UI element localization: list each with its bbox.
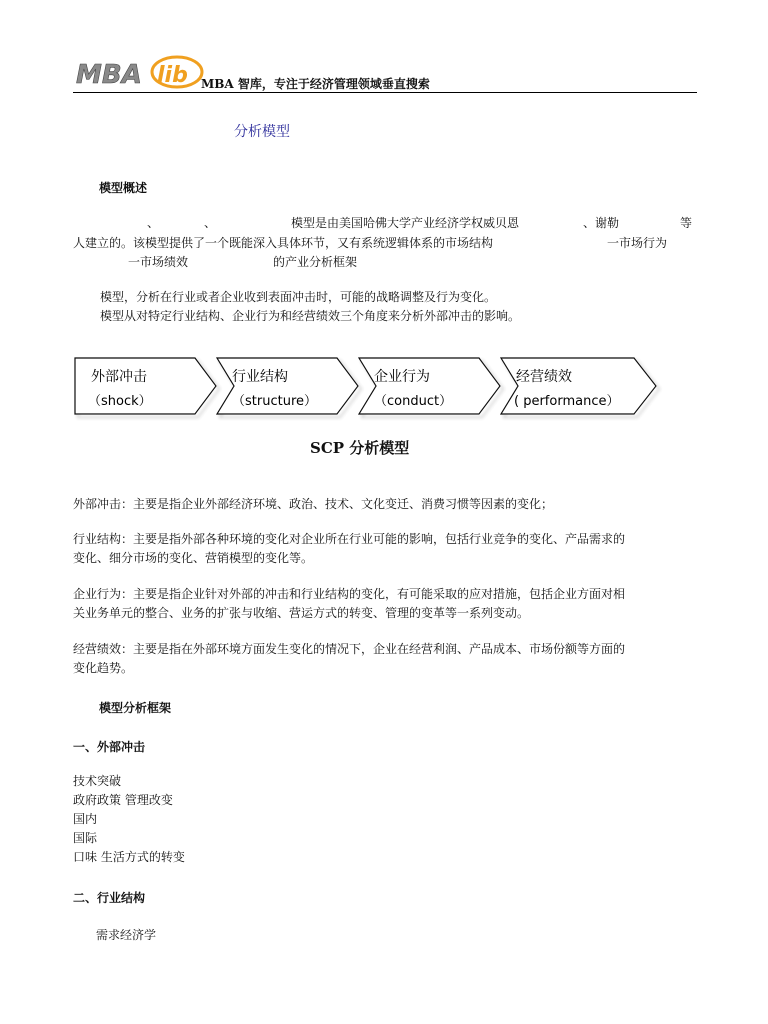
box-title: 企业行为 [374, 369, 430, 385]
overview-fragment: 、谢勒 [583, 216, 620, 230]
svg-text:MBA: MBA [76, 60, 142, 90]
intro-line: 模型，分析在行业或者企业收到表面冲击时，可能的战略调整及行为变化。 [100, 290, 497, 304]
overview-fragment: 的产业分析框架 [273, 255, 358, 269]
box-subtitle: （shock） [88, 394, 152, 409]
overview-fragment: 等 [680, 216, 693, 230]
overview-fragment: 一市场行为 [607, 236, 668, 250]
definition-performance: 经营绩效：主要是指在外部环境方面发生变化的情况下，企业在经营利润、产品成本、市场份额等方面的 [73, 642, 626, 656]
mbalib-logo [74, 50, 204, 90]
list-item: 需求经济学 [96, 928, 157, 942]
diagram-box-structure [217, 358, 358, 414]
scp-diagram [74, 352, 664, 422]
definition-structure: 行业结构：主要是指外部各种环境的变化对企业所在行业可能的影响，包括行业竞争的变化、产品需求的 [73, 532, 626, 546]
overview-fragment: 模型是由美国哈佛大学产业经济学权威贝恩 [291, 216, 520, 230]
page-title: 分析模型 [234, 124, 290, 140]
part1-heading: 一、外部冲击 [73, 740, 146, 754]
definition-conduct: 企业行为：主要是指企业针对外部的冲击和行业结构的变化，有可能采取的应对措施，包括企业方面对相 [73, 587, 626, 601]
diagram-caption: SCP 分析模型 [310, 439, 410, 457]
box-title: 外部冲击 [91, 369, 147, 385]
section-overview-heading: 模型概述 [99, 181, 148, 195]
box-title: 行业结构 [232, 369, 288, 385]
diagram-box-performance [501, 358, 656, 414]
part2-heading: 二、行业结构 [73, 891, 146, 905]
overview-fragment: 、 [204, 216, 217, 230]
list-item: 国内 [73, 812, 98, 826]
list-item: 口味 生活方式的转变 [73, 850, 185, 864]
box-title: 经营绩效 [516, 369, 572, 385]
box-subtitle: （structure） [232, 394, 317, 409]
definition-performance: 变化趋势。 [73, 661, 134, 675]
svg-text:lib: lib [157, 63, 188, 88]
list-item: 国际 [73, 831, 98, 845]
definition-conduct: 关业务单元的整合、业务的扩张与收缩、营运方式的转变、管理的变革等一系列变动。 [73, 606, 530, 620]
intro-line: 模型从对特定行业结构、企业行为和经营绩效三个角度来分析外部冲击的影响。 [100, 309, 521, 323]
diagram-box-conduct [359, 358, 500, 414]
overview-fragment: 、 [147, 216, 160, 230]
diagram-box-shock [75, 358, 216, 414]
overview-fragment: 一市场绩效 [128, 255, 189, 269]
definition-structure: 变化、细分市场的变化、营销模型的变化等。 [73, 551, 314, 565]
box-subtitle: （conduct） [374, 394, 453, 409]
overview-line: 人建立的。该模型提供了一个既能深入具体环节，又有系统逻辑体系的市场结构 [73, 236, 494, 250]
list-item: 技术突破 [73, 774, 122, 788]
header-tagline: MBA 智库，专注于经济管理领域垂直搜索 [201, 77, 430, 91]
list-item: 政府政策 管理改变 [73, 793, 173, 807]
box-subtitle: ( performance） [514, 394, 620, 409]
header-divider [73, 92, 697, 93]
section-framework-heading: 模型分析框架 [99, 701, 172, 715]
definition-shock: 外部冲击：主要是指企业外部经济环境、政治、技术、文化变迁、消费习惯等因素的变化； [73, 497, 554, 511]
